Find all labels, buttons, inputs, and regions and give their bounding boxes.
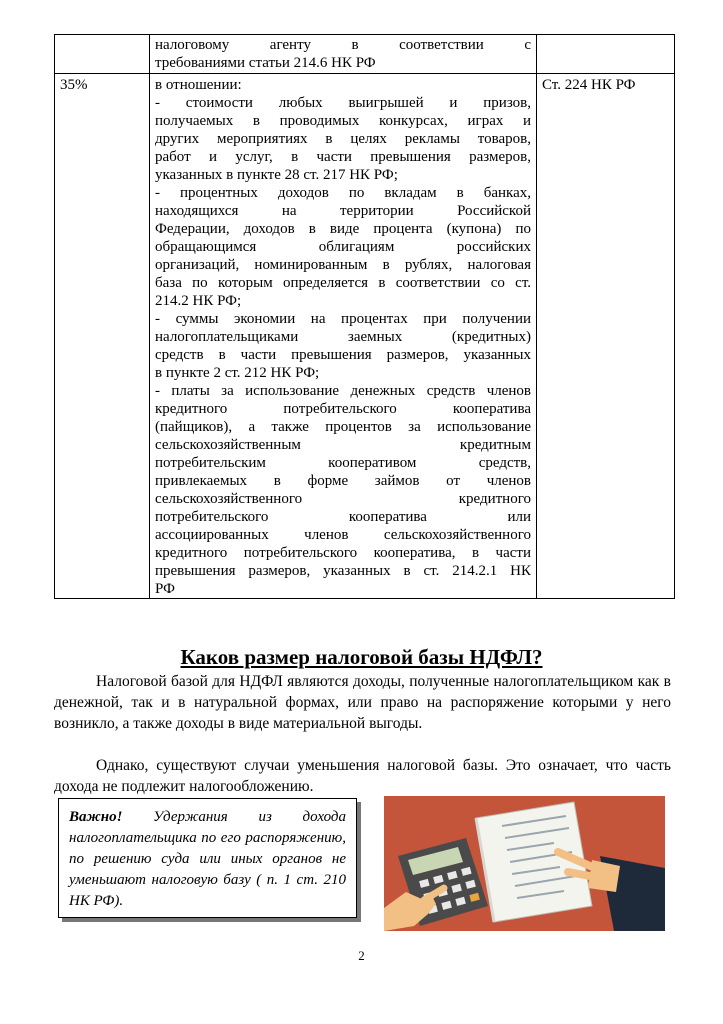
- paragraph-tax-base: Налоговой базой для НДФЛ являются доходы, полученные налогоплательщиком как в денежной, так и в натуральной формах, или право на распоряжение которыми у него возникло, а также доходы в виде материальной выгоды.: [54, 673, 671, 732]
- paragraph-reduction: Однако, существуют случаи уменьшения налоговой базы. Это означает, что часть дохода не подлежит налогообложению.: [54, 757, 671, 795]
- description-line: кредитного потребительского кооператива: [155, 401, 531, 417]
- description-line: сельскохозяйственным кредитным: [155, 437, 531, 453]
- description-line: налоговому агенту в соответствии с: [155, 37, 531, 53]
- reference-cell: Ст. 224 НК РФ: [537, 74, 675, 599]
- description-line: (пайщиков), а также процентов за использование: [155, 419, 531, 435]
- description-line: - процентных доходов по вкладам в банках,: [155, 185, 531, 201]
- description-text: [155, 76, 531, 598]
- reference-cell: [537, 35, 675, 74]
- section-heading: Каков размер налоговой базы НДФЛ?: [180, 645, 543, 669]
- description-line: обращающимся облигациям российских: [155, 239, 531, 255]
- calculator-and-document-icon: [384, 796, 665, 931]
- description-line: - суммы экономии на процентах при получении: [155, 311, 531, 327]
- description-line: - платы за использование денежных средств членов: [155, 383, 531, 399]
- description-cell: [150, 35, 537, 74]
- table-row: [55, 74, 675, 599]
- description-line: РФ: [155, 581, 175, 597]
- description-line: работ и услуг, в части превышения размеров,: [155, 149, 531, 165]
- description-line: находящихся на территории Российской: [155, 203, 531, 219]
- description-line: Федерации, доходов в виде процента (купона) по: [155, 221, 531, 237]
- description-line: других мероприятиях в целях рекламы товаров,: [155, 131, 531, 147]
- description-line: ассоциированных членов сельскохозяйственного: [155, 527, 531, 543]
- tax-rate-table: [54, 34, 675, 599]
- description-text: [155, 36, 531, 72]
- description-line: сельскохозяйственного кредитного: [155, 491, 531, 507]
- important-note-box: [58, 798, 357, 918]
- description-line: налогоплательщиками заемных (кредитных): [155, 329, 531, 345]
- description-line: 214.2 НК РФ;: [155, 293, 242, 309]
- description-line: указанных в пункте 28 ст. 217 НК РФ;: [155, 167, 398, 183]
- page-number: 2: [358, 948, 365, 963]
- note-text: Удержания из дохода налогоплательщика по его распоряжению, по решению суда или иных органов не уменьшают налоговую базу ( п. 1 ст. 210 НК РФ).: [69, 809, 346, 909]
- description-line: база по которым определяется в соответствии со ст.: [155, 275, 531, 291]
- description-line: потребительским кооперативом средств,: [155, 455, 531, 471]
- note-label: Важно!: [69, 809, 123, 825]
- description-line: кредитного потребительского кооператива, в части: [155, 545, 531, 561]
- description-line: превышения размеров, указанных в ст. 214.2.1 НК: [155, 563, 531, 579]
- rate-cell: 35%: [55, 74, 150, 599]
- table-row: [55, 35, 675, 74]
- description-line: организаций, номинированным в рублях, налоговая: [155, 257, 531, 273]
- description-line: получаемых в проводимых конкурсах, играх и: [155, 113, 531, 129]
- rate-cell: [55, 35, 150, 74]
- description-line: в пункте 2 ст. 212 НК РФ;: [155, 365, 320, 381]
- description-line: привлекаемых в форме займов от членов: [155, 473, 531, 489]
- description-line: средств в части превышения размеров, указанных: [155, 347, 531, 363]
- description-cell: [150, 74, 537, 599]
- description-line: потребительского кооператива или: [155, 509, 531, 525]
- description-line: в отношении:: [155, 77, 242, 93]
- description-line: - стоимости любых выигрышей и призов,: [155, 95, 531, 111]
- description-line: требованиями статьи 214.6 НК РФ: [155, 55, 376, 71]
